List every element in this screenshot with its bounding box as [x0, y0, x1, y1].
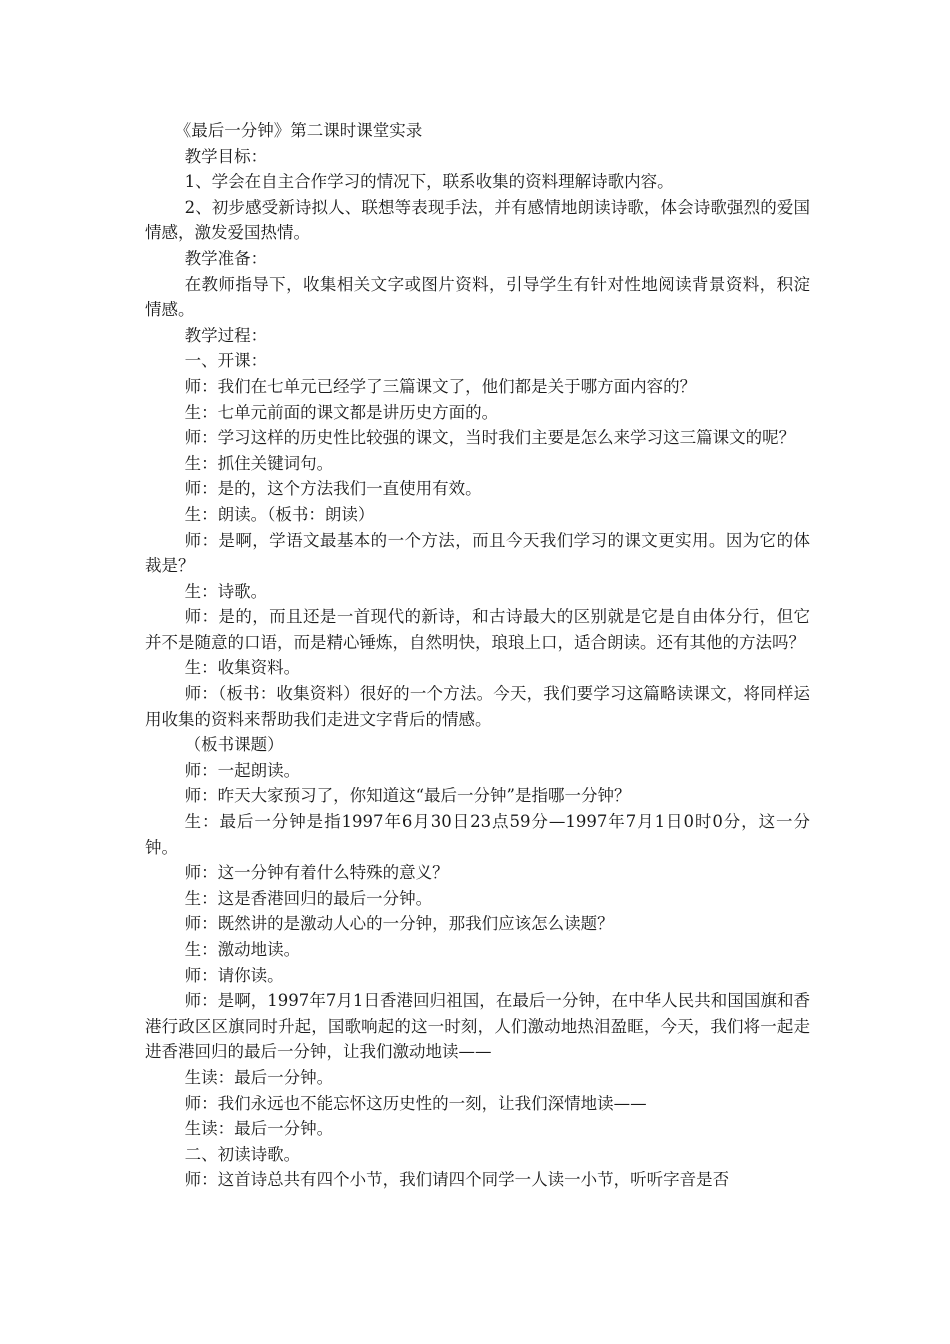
paragraph: （板书课题）: [184, 735, 284, 755]
paragraph: 师：这一分钟有着什么特殊的意义？: [184, 863, 449, 883]
paragraph: 师：学习这样的历史性比较强的课文，当时我们主要是怎么来学习这三篇课文的呢？: [184, 428, 796, 448]
paragraph: 生：激动地读。: [184, 940, 301, 959]
paragraph: 2、初步感受新诗拟人、联想等表现手法，并有感情地朗读诗歌，体会诗歌强烈的爱国情感，激发爱国热情。: [145, 197, 810, 243]
paragraph: 教学目标：: [184, 146, 268, 166]
paragraph: 师：是的，而且还是一首现代的新诗，和古诗最大的区别就是它是自由体分行，但它并不是随意的口语，而是精心锤炼，自然明快，琅琅上口，适合朗读。还有其他的方法吗？: [145, 607, 810, 652]
paragraph: 师：是啊，学语文最基本的一个方法，而且今天我们学习的课文更实用。因为它的体裁是？: [145, 530, 810, 576]
paragraph: 生：朗读。（板书：朗读）: [184, 504, 375, 524]
paragraph: 师：一起朗读。: [184, 760, 301, 780]
paragraph: 师：我们在七单元已经学了三篇课文了，他们都是关于哪方面内容的？: [184, 376, 697, 396]
paragraph: 生：这是香港回归的最后一分钟。: [184, 888, 433, 908]
paragraph: 师：是的，这个方法我们一直使用有效。: [184, 479, 482, 499]
paragraph: 一、开课：: [184, 351, 268, 371]
paragraph: 生：收集资料。: [184, 658, 301, 678]
paragraph: 1、学会在自主合作学习的情况下，联系收集的资料理解诗歌内容。: [184, 172, 674, 192]
paragraph: 师：（板书：收集资料）很好的一个方法。今天，我们要学习这篇略读课文，将同样运用收集的资料来帮助我们走进文字背后的情感。: [145, 684, 810, 729]
paragraph: 教学准备：: [184, 248, 268, 268]
paragraph: 师：我们永远也不能忘怀这历史性的一刻，让我们深情地读——: [184, 1093, 647, 1113]
paragraph: 师：这首诗总共有四个小节，我们请四个同学一人读一小节，听听字音是否: [184, 1170, 730, 1190]
paragraph: 生读：最后一分钟。: [184, 1067, 334, 1087]
paragraph: 在教师指导下，收集相关文字或图片资料，引导学生有针对性地阅读背景资料，积淀情感。: [145, 274, 810, 320]
paragraph: 教学过程：: [184, 325, 268, 345]
document-title: 《最后一分钟》第二课时课堂实录: [174, 121, 423, 140]
paragraph: 师：昨天大家预习了，你知道这“最后一分钟”是指哪一分钟？: [184, 786, 631, 806]
paragraph: 师：是啊，1997年7月1日香港回归祖国，在最后一分钟，在中华人民共和国国旗和香港行政区区旗同时升起，国歌响起的这一时刻，人们激动地热泪盈眶，今天，我们将一起走进香港回归的最后一分钟，让我们激动地读——: [145, 991, 810, 1062]
paragraph: 生：抓住关键词句。: [184, 453, 334, 473]
paragraph: 生读：最后一分钟。: [184, 1119, 334, 1139]
paragraph: 生：诗歌。: [184, 581, 268, 601]
paragraph: 生：最后一分钟是指1997年6月30日23点59分—1997年7月1日0时0分，这一分钟。: [145, 812, 810, 857]
paragraph: 生：七单元前面的课文都是讲历史方面的。: [184, 402, 499, 422]
paragraph: 二、初读诗歌。: [184, 1144, 301, 1164]
paragraph: 师：既然讲的是激动人心的一分钟，那我们应该怎么读题？: [184, 914, 614, 934]
document-body: [145, 118, 810, 1193]
paragraph: 师：请你读。: [184, 965, 284, 985]
